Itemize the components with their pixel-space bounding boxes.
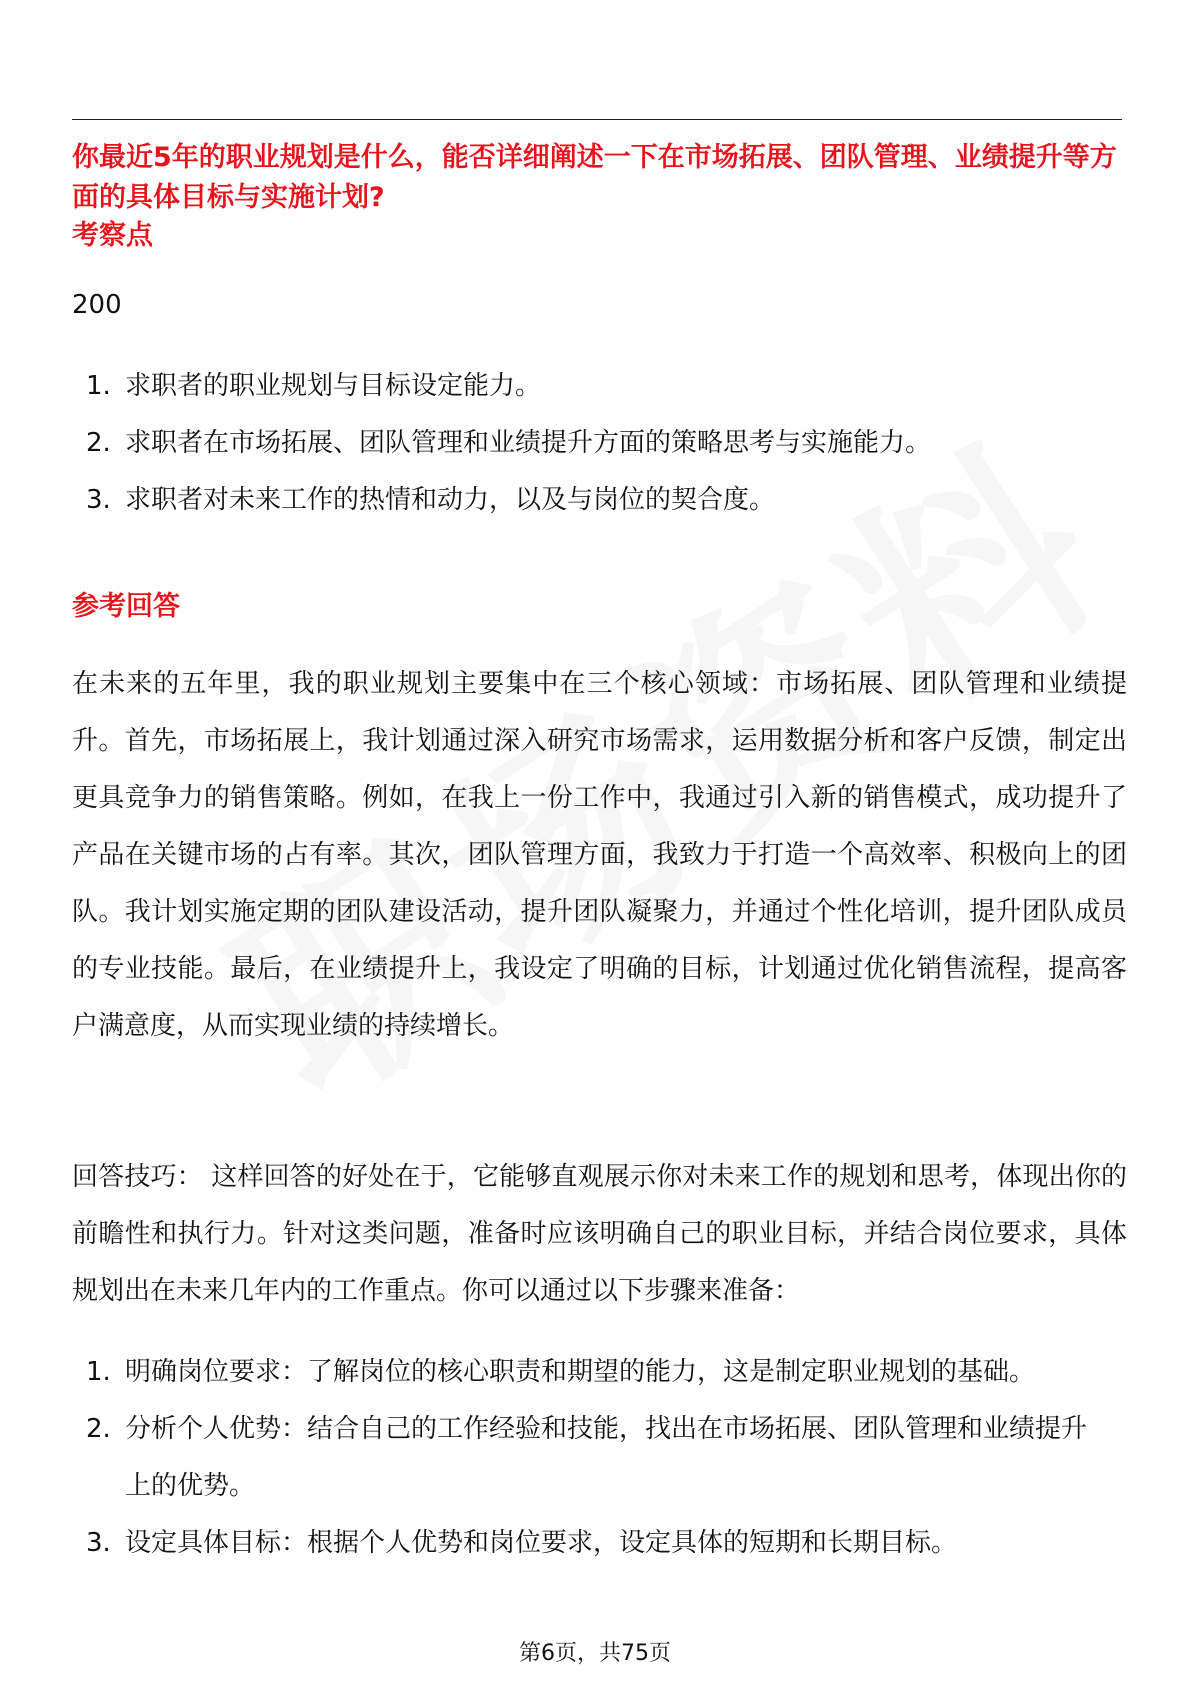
list-item-number: 3. (86, 485, 111, 515)
section-title-answer: 参考回答 (72, 591, 180, 622)
list-item (72, 1344, 1102, 1401)
header-divider (72, 119, 1122, 120)
list-item (72, 1401, 1102, 1515)
list-item-text: 求职者的职业规划与目标设定能力。 (125, 371, 542, 401)
list-item-text: 分析个人优势：结合自己的工作经验和技能，找出在市场拓展、团队管理和业绩提升上的优势。 (125, 1414, 1088, 1501)
list-item-text: 求职者对未来工作的热情和动力，以及与岗位的契合度。 (125, 485, 776, 515)
tips-steps-list (72, 1344, 1102, 1572)
list-item-text: 设定具体目标：根据个人优势和岗位要求，设定具体的短期和长期目标。 (125, 1528, 958, 1558)
list-item-number: 2. (86, 428, 111, 458)
list-item (72, 358, 1122, 415)
score-value: 200 (72, 290, 122, 320)
list-item-text: 求职者在市场拓展、团队管理和业绩提升方面的策略思考与实施能力。 (125, 428, 932, 458)
list-item-number: 2. (86, 1414, 111, 1444)
tips-paragraph: 回答技巧： 这样回答的好处在于，它能够直观展示你对未来工作的规划和思考，体现出你的前瞻性和执行力。针对这类问题，准备时应该明确自己的职业目标，并结合岗位要求，具体规划出在未来几年内的工作重点。你可以通过以下步骤来准备： (72, 1162, 1127, 1306)
list-item-number: 1. (86, 1357, 111, 1387)
section-title-examine: 考察点 (72, 220, 153, 251)
list-item (72, 1515, 1102, 1572)
list-item-number: 1. (86, 371, 111, 401)
list-item (72, 415, 1122, 472)
question-title: 你最近5年的职业规划是什么，能否详细阐述一下在市场拓展、团队管理、业绩提升等方面的具体目标与实施计划? (72, 142, 1117, 213)
answer-paragraph: 在未来的五年里，我的职业规划主要集中在三个核心领域：市场拓展、团队管理和业绩提升。首先，市场拓展上，我计划通过深入研究市场需求，运用数据分析和客户反馈，制定出更具竞争力的销售策略。例如，在我上一份工作中，我通过引入新的销售模式，成功提升了产品在关键市场的占有率。其次，团队管理方面，我致力于打造一个高效率、积极向上的团队。我计划实施定期的团队建设活动，提升团队凝聚力，并通过个性化培训，提升团队成员的专业技能。最后，在业绩提升上，我设定了明确的目标，计划通过优化销售流程，提高客户满意度，从而实现业绩的持续增长。 (72, 669, 1127, 1041)
list-item-text: 明确岗位要求：了解岗位的核心职责和期望的能力，这是制定职业规划的基础。 (125, 1357, 1036, 1387)
list-item (72, 472, 1122, 529)
list-item-number: 3. (86, 1528, 111, 1558)
page-footer: 第6页，共75页 (519, 1641, 671, 1666)
examine-points-list (72, 358, 1122, 529)
